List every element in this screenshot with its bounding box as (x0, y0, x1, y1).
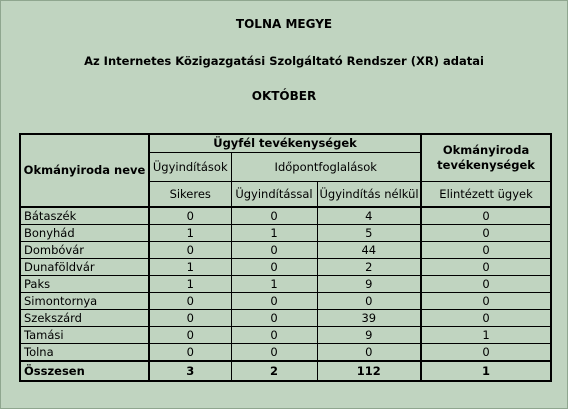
cell-success: 1 (149, 259, 231, 276)
header-office-name: Okmányiroda neve (20, 134, 149, 207)
cell-done: 0 (421, 207, 551, 225)
cell-with: 0 (231, 310, 317, 327)
cell-with: 0 (231, 242, 317, 259)
cell-success: 0 (149, 327, 231, 344)
cell-done: 0 (421, 225, 551, 242)
cell-without: 0 (317, 344, 421, 362)
table-row (20, 207, 551, 225)
header-with-initiation: Ügyindítással (231, 182, 317, 208)
cell-success: 0 (149, 310, 231, 327)
cell-with: 0 (231, 207, 317, 225)
office-name: Bonyhád (20, 225, 149, 242)
office-name: Tolna (20, 344, 149, 362)
office-name: Tamási (20, 327, 149, 344)
cell-without: 9 (317, 276, 421, 293)
office-name: Szekszárd (20, 310, 149, 327)
cell-with: 0 (231, 344, 317, 362)
cell-done: 1 (421, 327, 551, 344)
office-name: Dombóvár (20, 242, 149, 259)
cell-with: 1 (231, 225, 317, 242)
cell-with: 0 (231, 259, 317, 276)
header-client-activities: Ügyfél tevékenységek (149, 134, 421, 153)
cell-success: 0 (149, 293, 231, 310)
total-done: 1 (421, 361, 551, 381)
cell-done: 0 (421, 276, 551, 293)
county-title: TOLNA MEGYE (235, 17, 333, 31)
table-row (20, 225, 551, 242)
total-row (20, 361, 551, 381)
cell-success: 0 (149, 207, 231, 225)
office-name: Paks (20, 276, 149, 293)
cell-done: 0 (421, 259, 551, 276)
cell-with: 0 (231, 327, 317, 344)
office-name: Dunaföldvár (20, 259, 149, 276)
table-row (20, 259, 551, 276)
cell-with: 1 (231, 276, 317, 293)
cell-done: 0 (421, 344, 551, 362)
header-completed-cases: Elintézett ügyek (421, 182, 551, 208)
cell-without: 5 (317, 225, 421, 242)
total-success: 3 (149, 361, 231, 381)
cell-success: 1 (149, 276, 231, 293)
header-office-activities: Okmányiroda tevékenységek (421, 134, 551, 182)
office-name: Simontornya (20, 293, 149, 310)
cell-without: 0 (317, 293, 421, 310)
total-label: Összesen (20, 361, 149, 381)
header-without-initiation: Ügyindítás nélkül (317, 182, 421, 208)
cell-without: 39 (317, 310, 421, 327)
report-subtitle: Az Internetes Közigazgatási Szolgáltató Rendszer (XR) adatai (84, 54, 484, 68)
cell-done: 0 (421, 293, 551, 310)
cell-done: 0 (421, 310, 551, 327)
cell-success: 0 (149, 242, 231, 259)
total-without: 112 (317, 361, 421, 381)
cell-success: 0 (149, 344, 231, 362)
month-title: OKTÓBER (251, 89, 317, 103)
table-row (20, 310, 551, 327)
cell-done: 0 (421, 242, 551, 259)
cell-without: 2 (317, 259, 421, 276)
office-name: Bátaszék (20, 207, 149, 225)
table-row (20, 242, 551, 259)
cell-without: 4 (317, 207, 421, 225)
table-row (20, 327, 551, 344)
total-with: 2 (231, 361, 317, 381)
header-initiations: Ügyindítások (149, 153, 231, 182)
cell-without: 44 (317, 242, 421, 259)
header-appointments: Időpontfoglalások (231, 153, 421, 182)
header-successful: Sikeres (149, 182, 231, 208)
cell-with: 0 (231, 293, 317, 310)
table-row (20, 293, 551, 310)
statistics-table (19, 133, 552, 382)
cell-without: 9 (317, 327, 421, 344)
table-row (20, 344, 551, 362)
table-row (20, 276, 551, 293)
cell-success: 1 (149, 225, 231, 242)
